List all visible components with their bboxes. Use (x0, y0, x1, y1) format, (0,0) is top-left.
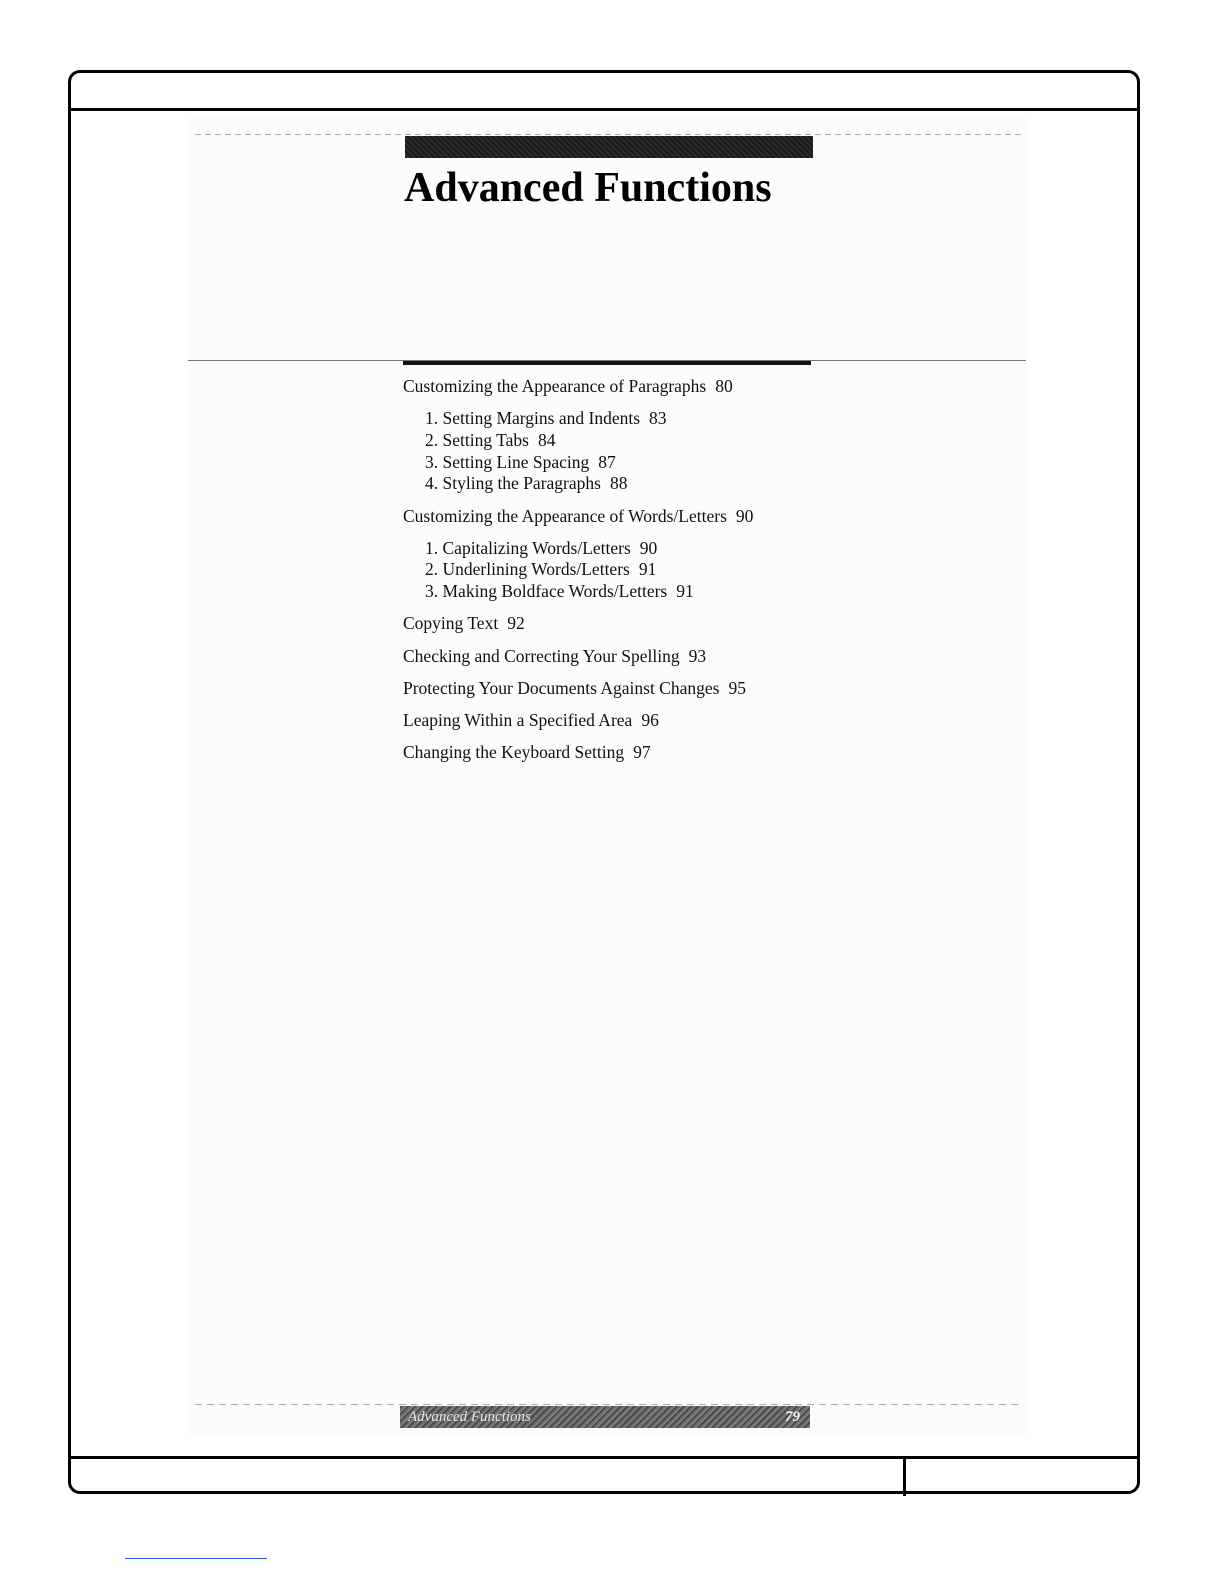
toc-subentry-page: 88 (609, 473, 628, 494)
toc-entry-label: Customizing the Appearance of Paragraphs (403, 376, 707, 396)
scanned-page (188, 118, 1028, 1436)
header-rule (195, 134, 1023, 135)
toc-subentry-page: 84 (537, 429, 556, 450)
toc-subentry-styling[interactable] (425, 473, 1003, 495)
toc-entry-page: 90 (735, 505, 754, 526)
toc-entry-page: 96 (641, 709, 659, 730)
toc-subentry-page: 87 (598, 451, 616, 472)
link-underline[interactable] (125, 1558, 267, 1559)
toc-entry-words-letters[interactable] (403, 506, 1003, 528)
toc-entry-label: Leaping Within a Specified Area (403, 709, 633, 730)
toc-entry-paragraphs[interactable] (403, 376, 1003, 398)
toc-sublist-words-letters (403, 538, 1003, 603)
toc-subentry-label: 4. Styling the Paragraphs (425, 473, 601, 494)
footer-rule (195, 1404, 1023, 1405)
toc-entry-protecting[interactable] (403, 678, 1003, 700)
toc-entry-label: Changing the Keyboard Setting (403, 742, 625, 763)
toc-subentry-margins[interactable] (425, 408, 1003, 430)
title-divider-thick (403, 361, 811, 365)
toc-subentry-capitalizing[interactable] (425, 538, 1003, 560)
toc-subentry-page: 83 (649, 408, 667, 429)
toc-subentry-boldface[interactable] (425, 581, 1003, 603)
toc-entry-page: 80 (715, 376, 733, 396)
toc-subentry-tabs[interactable] (425, 430, 1003, 452)
toc-entry-spelling[interactable] (403, 646, 1003, 668)
toc-entry-page: 92 (507, 613, 525, 634)
toc-subentry-label: 1. Setting Margins and Indents (425, 408, 641, 429)
toc-subentry-page: 91 (676, 581, 694, 602)
toc-subentry-page: 91 (638, 559, 657, 580)
header-bar (405, 136, 813, 158)
toc-subentry-underlining[interactable] (425, 559, 1003, 581)
toc-subentry-label: 2. Setting Tabs (425, 429, 529, 450)
toc-entry-label: Checking and Correcting Your Spelling (403, 645, 680, 666)
frame-bottom-rule (70, 1456, 1140, 1459)
toc-subentry-label: 1. Capitalizing Words/Letters (425, 537, 631, 558)
toc-subentry-label: 3. Making Boldface Words/Letters (425, 581, 668, 602)
toc-entry-leaping[interactable] (403, 710, 1003, 732)
toc-entry-label: Customizing the Appearance of Words/Letters (403, 505, 727, 526)
footer-page-number: 79 (785, 1409, 800, 1425)
toc-subentry-page: 90 (639, 537, 658, 558)
chapter-title: Advanced Functions (404, 165, 772, 211)
toc-subentry-line-spacing[interactable] (425, 452, 1003, 474)
toc-entry-keyboard[interactable] (403, 742, 1003, 764)
toc-subentry-label: 3. Setting Line Spacing (425, 451, 590, 472)
footer-chapter-label: Advanced Functions (408, 1409, 531, 1425)
footer-bar (400, 1406, 810, 1428)
toc-entry-copying[interactable] (403, 613, 1003, 635)
toc-entry-page: 95 (728, 677, 746, 698)
frame-top-rule (70, 108, 1140, 111)
frame-bottom-divider (903, 1458, 906, 1496)
toc-entry-page: 93 (688, 645, 707, 666)
table-of-contents (403, 376, 1003, 764)
toc-sublist-paragraphs (403, 408, 1003, 495)
toc-subentry-label: 2. Underlining Words/Letters (425, 559, 630, 580)
toc-entry-page: 97 (633, 742, 651, 763)
toc-entry-label: Copying Text (403, 613, 499, 634)
toc-entry-label: Protecting Your Documents Against Changes (403, 677, 720, 698)
